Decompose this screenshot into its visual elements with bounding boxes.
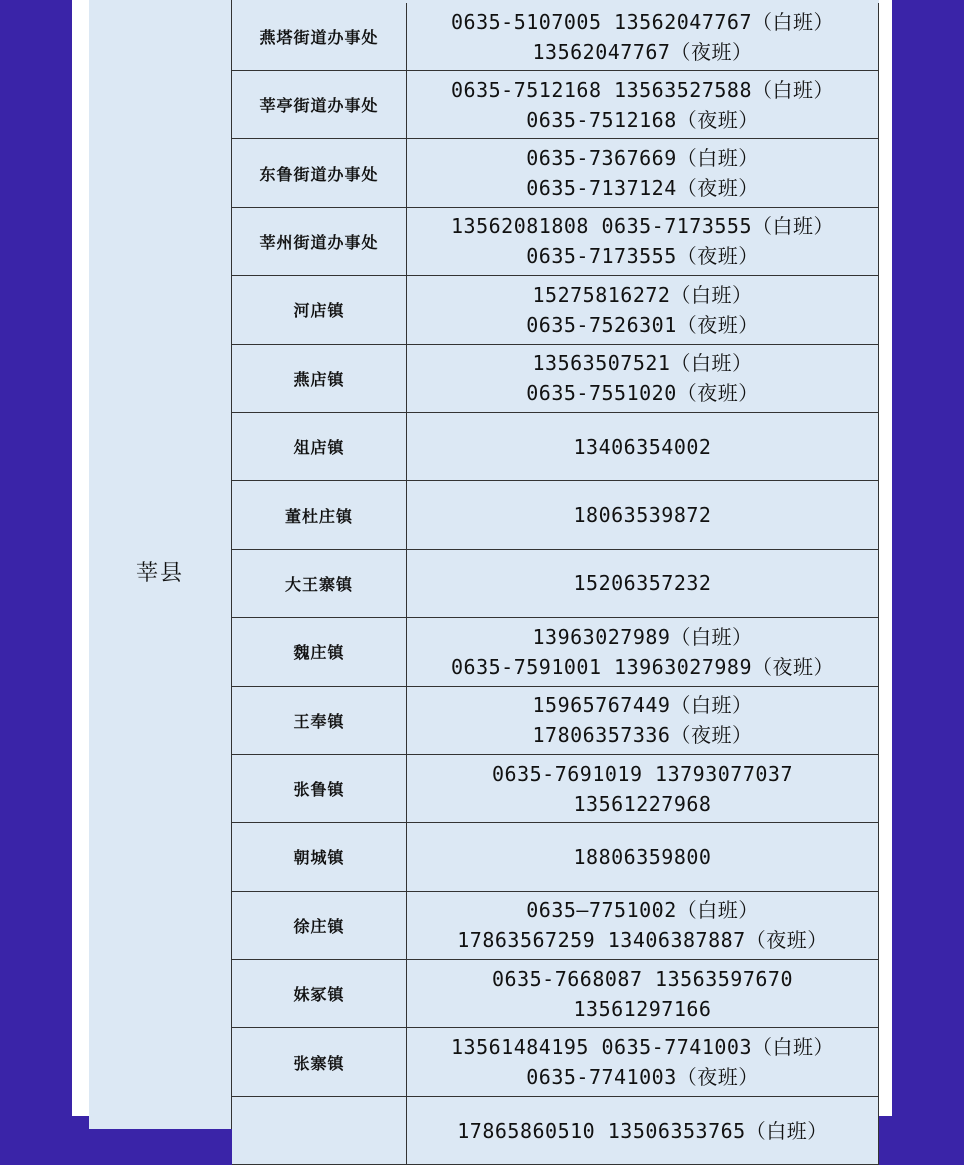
phone-line: 0635-7526301（夜班） xyxy=(526,312,759,337)
table-row xyxy=(232,892,879,960)
phone-line: 0635-7367669（白班） xyxy=(526,146,759,171)
town-name: 朝城镇 xyxy=(232,823,407,890)
phone-line: 17806357336（夜班） xyxy=(532,723,753,748)
phone-cell xyxy=(407,3,879,70)
table-row xyxy=(232,550,879,618)
phone-cell xyxy=(407,139,879,206)
table-row xyxy=(232,618,879,686)
phone-line: 15275816272（白班） xyxy=(532,282,753,307)
phone-line: 13406354002 xyxy=(573,434,712,459)
phone-line: 0635-7691019 13793077037 xyxy=(492,761,793,786)
phone-line: 13561484195 0635-7741003（白班） xyxy=(451,1035,834,1060)
town-name: 燕塔街道办事处 xyxy=(232,3,407,70)
phone-line: 0635-7173555（夜班） xyxy=(526,244,759,269)
phone-cell xyxy=(407,823,879,890)
table-row xyxy=(232,960,879,1028)
town-name: 王奉镇 xyxy=(232,687,407,754)
town-name: 张鲁镇 xyxy=(232,755,407,822)
phone-cell xyxy=(407,345,879,412)
phone-line: 0635-7512168（夜班） xyxy=(526,107,759,132)
phone-line: 13561227968 xyxy=(573,791,712,816)
town-name: 俎店镇 xyxy=(232,413,407,480)
phone-cell xyxy=(407,71,879,138)
phone-cell xyxy=(407,1028,879,1095)
table-row xyxy=(232,755,879,823)
town-name: 魏庄镇 xyxy=(232,618,407,685)
phone-cell xyxy=(407,550,879,617)
table-row xyxy=(232,139,879,207)
phone-line: 13561297166 xyxy=(573,996,712,1021)
phone-line: 0635-7668087 13563597670 xyxy=(492,966,793,991)
town-name: 河店镇 xyxy=(232,276,407,343)
phone-cell xyxy=(407,276,879,343)
phone-cell xyxy=(407,618,879,685)
phone-cell xyxy=(407,687,879,754)
phone-line: 0635-7591001 13963027989（夜班） xyxy=(451,654,834,679)
phone-cell xyxy=(407,413,879,480)
phone-line: 0635—7751002（白班） xyxy=(526,898,759,923)
town-name: 燕店镇 xyxy=(232,345,407,412)
table-rows xyxy=(232,0,879,1165)
phone-line: 15965767449（白班） xyxy=(532,693,753,718)
phone-line: 17865860510 13506353765（白班） xyxy=(457,1118,828,1143)
phone-line: 0635-7512168 13563527588（白班） xyxy=(451,77,834,102)
phone-cell xyxy=(407,755,879,822)
phone-cell xyxy=(407,481,879,548)
table-row xyxy=(232,345,879,413)
table-row xyxy=(232,0,879,71)
county-cell xyxy=(89,0,232,1129)
phone-line: 18806359800 xyxy=(573,844,712,869)
phone-line: 0635-5107005 13562047767（白班） xyxy=(451,9,834,34)
town-name xyxy=(232,1097,407,1164)
table-row xyxy=(232,687,879,755)
table-row xyxy=(232,1028,879,1096)
town-name: 大王寨镇 xyxy=(232,550,407,617)
town-name: 妹冢镇 xyxy=(232,960,407,1027)
phone-line: 13963027989（白班） xyxy=(532,624,753,649)
town-name: 张寨镇 xyxy=(232,1028,407,1095)
town-name: 东鲁街道办事处 xyxy=(232,139,407,206)
table-row xyxy=(232,481,879,549)
table-row xyxy=(232,413,879,481)
table-row xyxy=(232,276,879,344)
phone-line: 18063539872 xyxy=(573,503,712,528)
phone-line: 15206357232 xyxy=(573,571,712,596)
phone-line: 13563507521（白班） xyxy=(532,351,753,376)
town-name: 莘亭街道办事处 xyxy=(232,71,407,138)
table-row xyxy=(232,1097,879,1165)
phone-line: 13562047767（夜班） xyxy=(532,39,753,64)
town-name: 徐庄镇 xyxy=(232,892,407,959)
phone-line: 13562081808 0635-7173555（白班） xyxy=(451,214,834,239)
phone-cell xyxy=(407,892,879,959)
phone-line: 0635-7137124（夜班） xyxy=(526,176,759,201)
town-name: 莘州街道办事处 xyxy=(232,208,407,275)
phone-line: 17863567259 13406387887（夜班） xyxy=(457,928,828,953)
county-label: 莘县 xyxy=(135,560,184,586)
phone-line: 0635-7551020（夜班） xyxy=(526,381,759,406)
table-row xyxy=(232,71,879,139)
table-row xyxy=(232,208,879,276)
phone-line: 0635-7741003（夜班） xyxy=(526,1065,759,1090)
table-row xyxy=(232,823,879,891)
phone-cell xyxy=(407,208,879,275)
document-page xyxy=(72,0,892,1143)
town-name: 董杜庄镇 xyxy=(232,481,407,548)
phone-cell xyxy=(407,1097,879,1164)
phone-cell xyxy=(407,960,879,1027)
